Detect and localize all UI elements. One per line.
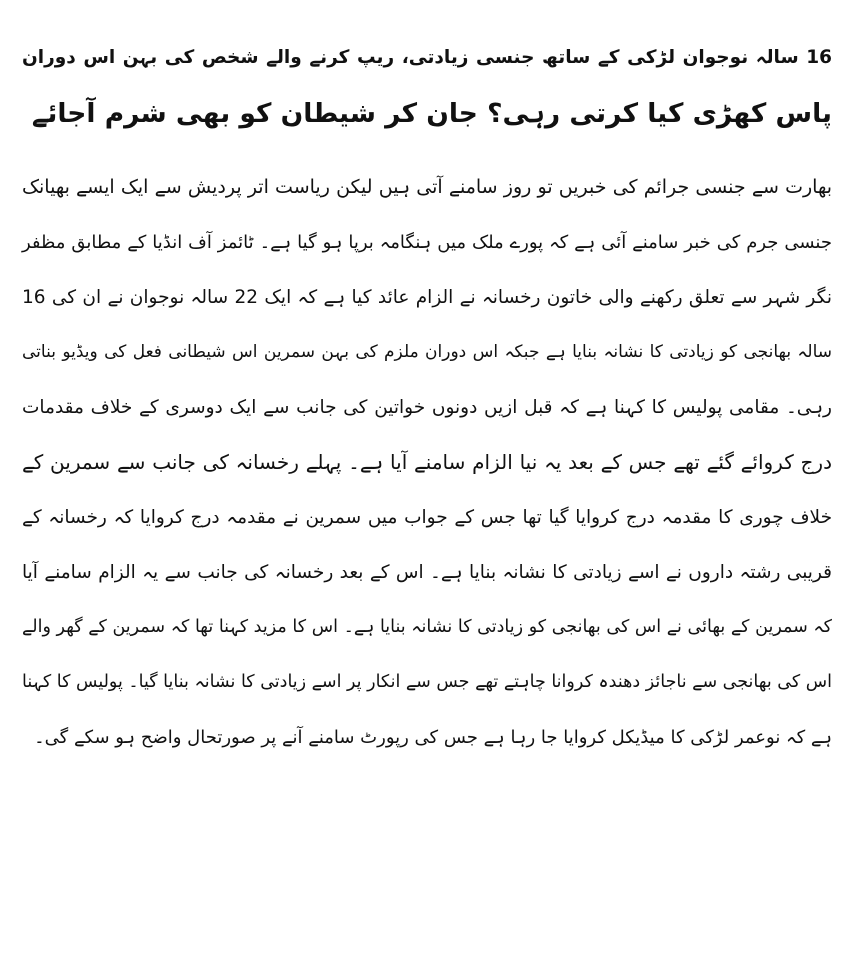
body-line: خلاف چوری کا مقدمہ درج کروایا گیا تھا جس کے جواب میں سمرین نے مقدمہ درج کروایا کہ رخسانہ کے <box>22 507 832 528</box>
body-line: بھارت سے جنسی جرائم کی خبریں تو روز سامنے آتی ہیں لیکن ریاست اتر پردیش سے ایک ایسے بھیانک <box>22 176 832 198</box>
article-body <box>22 160 832 765</box>
body-line: سالہ بھانجی کو زیادتی کا نشانہ بنایا ہے جبکہ اس دوران ملزم کی بہن سمرین اس شیطانی فعل کی ویڈیو بناتی <box>22 342 832 362</box>
body-line: کہ سمرین کے بھائی نے اس کی بھانجی کو زیادتی کا نشانہ بنایا ہے۔ اس کا مزید کہنا تھا کہ سمرین کے گھر والے <box>22 617 832 637</box>
body-line: نگر شہر سے تعلق رکھنے والی خاتون رخسانہ نے الزام عائد کیا ہے کہ ایک 22 سالہ نوجوان نے ان کی 16 <box>22 287 832 308</box>
headline-line: 16 سالہ نوجوان لڑکی کے ساتھ جنسی زیادتی، ریپ کرنے والے شخص کی بہن اس دوران <box>22 47 832 68</box>
article-headline <box>22 30 832 142</box>
headline-line: پاس کھڑی کیا کرتی رہی؟ جان کر شیطان کو بھی شرم آجائے <box>31 98 832 129</box>
body-line: اس کی بھانجی سے ناجائز دھندہ کروانا چاہتے تھے جس سے انکار پر اسے زیادتی کا نشانہ بنایا گیا۔ پولیس کا کہنا <box>22 672 832 692</box>
body-line: درج کروائے گئے تھے جس کے بعد یہ نیا الزام سامنے آیا ہے۔ پہلے رخسانہ کی جانب سے سمرین کے <box>22 450 833 474</box>
news-article <box>22 30 832 765</box>
body-line: قریبی رشتہ داروں نے اسے زیادتی کا نشانہ بنایا ہے۔ اس کے بعد رخسانہ کی جانب سے یہ الزام سامنے آیا <box>22 562 832 583</box>
body-line: جنسی جرم کی خبر سامنے آئی ہے کہ پورے ملک میں ہنگامہ برپا ہو گیا ہے۔ ٹائمز آف انڈیا کے مطابق مظفر <box>22 232 832 253</box>
body-line: رہی۔ مقامی پولیس کا کہنا ہے کہ قبل ازیں دونوں خواتین کی جانب سے ایک دوسری کے خلاف مقدمات <box>22 397 832 418</box>
body-line: ہے کہ نوعمر لڑکی کا میڈیکل کروایا جا رہا ہے جس کی رپورٹ سامنے آنے پر صورتحال واضح ہو سکے گی۔ <box>34 727 832 748</box>
